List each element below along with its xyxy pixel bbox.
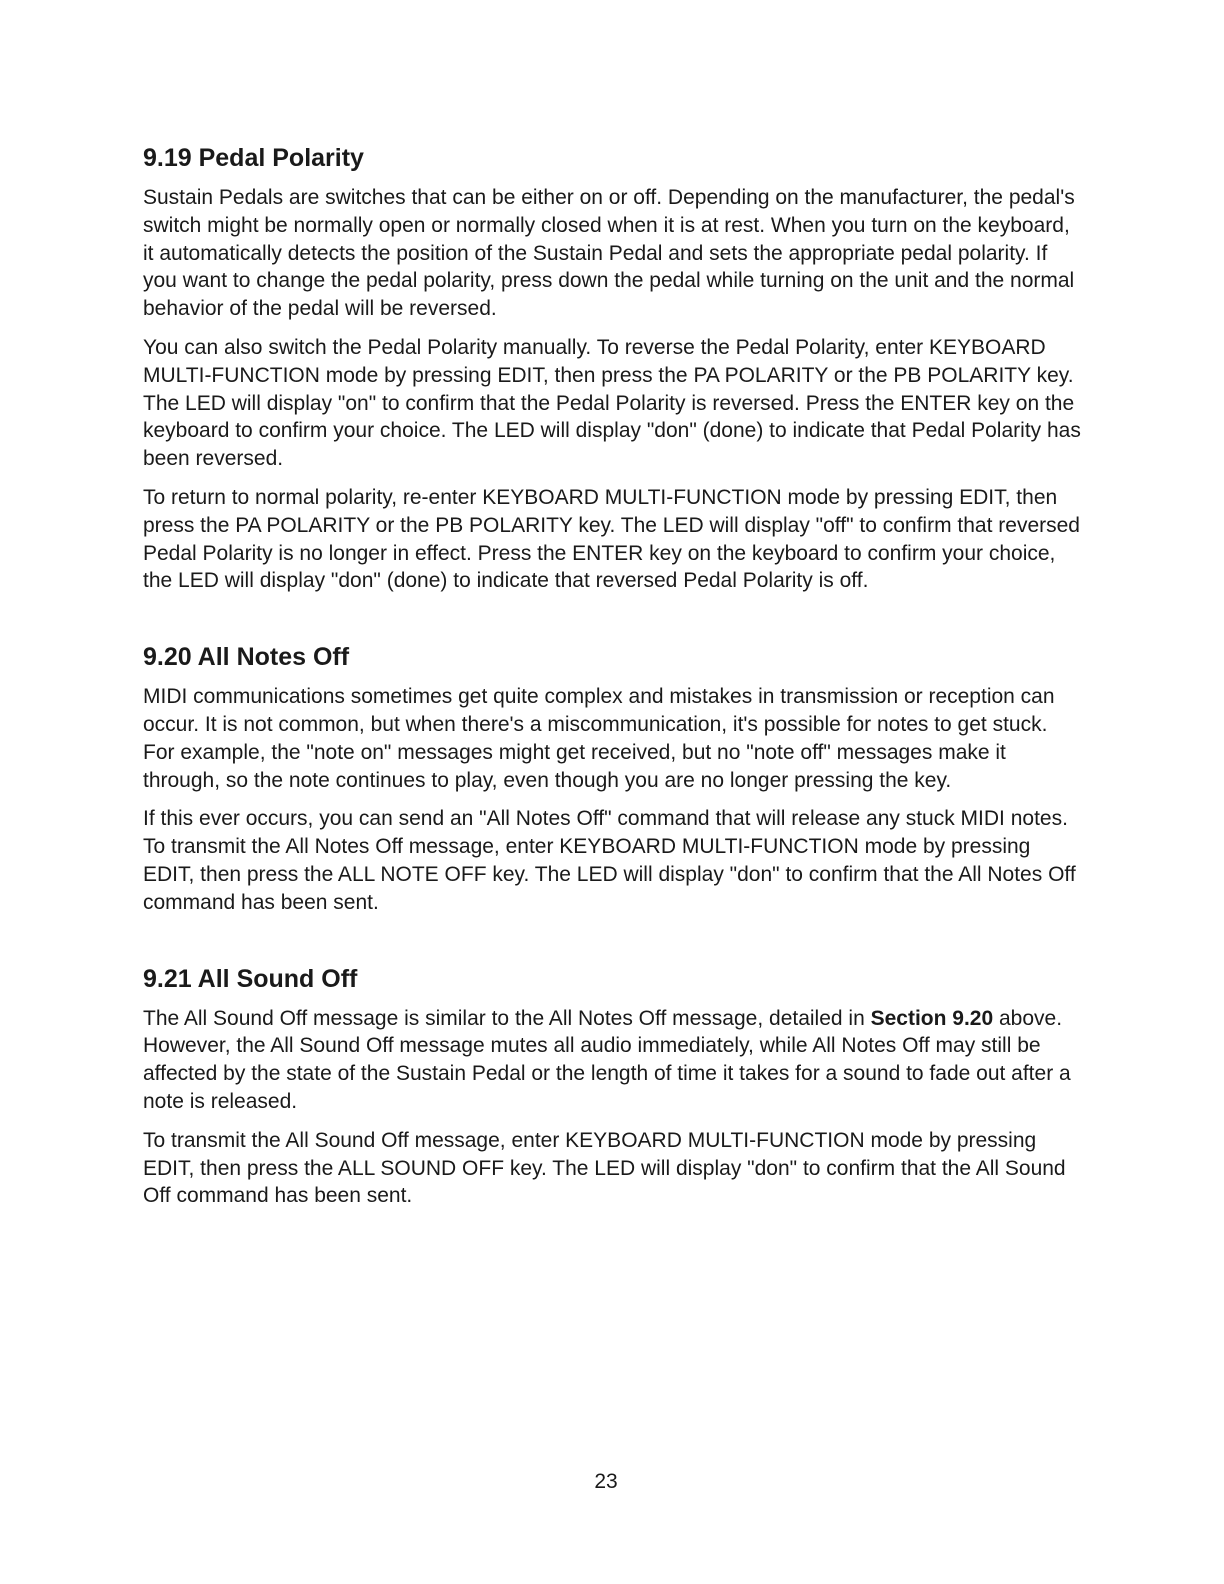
page-content <box>143 140 1083 1221</box>
paragraph: If this ever occurs, you can send an "All Notes Off" command that will release any stuck MIDI notes. To transmit the All Notes Off message, enter KEYBOARD MULTI-FUNCTION mode by pressing EDIT, then press the ALL NOTE OFF key. The LED will display "don" to confirm that the All Notes Off command has been sent. <box>143 807 1076 914</box>
section-heading: 9.21 All Sound Off <box>143 964 358 993</box>
section-all-notes-off <box>143 639 1083 916</box>
paragraph-text: The All Sound Off message is similar to the All Notes Off message, detailed in <box>143 1006 871 1030</box>
paragraph: Sustain Pedals are switches that can be either on or off. Depending on the manufacturer, the pedal's switch might be normally open or normally closed when it is at rest. When you turn on the keyboard, it automatically detects the position of the Sustain Pedal and sets the appropriate pedal polarity. If you want to change the pedal polarity, press down the pedal while turning on the unit and the normal behavior of the pedal will be reversed. <box>143 186 1075 321</box>
section-reference: Section 9.20 <box>870 1006 994 1030</box>
section-all-sound-off <box>143 961 1083 1211</box>
paragraph: MIDI communications sometimes get quite complex and mistakes in transmission or reception can occur. It is not common, but when there's a miscommunication, it's possible for notes to get stuck. For example, the "note on" messages might get received, but no "note off" messages make it through, so the note continues to play, even though you are no longer pressing the key. <box>143 685 1055 792</box>
paragraph: You can also switch the Pedal Polarity manually. To reverse the Pedal Polarity, enter KEYBOARD MULTI-FUNCTION mode by pressing EDIT, then press the PA POLARITY or the PB POLARITY key. The LED will display "on" to confirm that the Pedal Polarity is reversed. Press the ENTER key on the keyboard to confirm your choice. The LED will display "don" (done) to indicate that Pedal Polarity has been reversed. <box>143 335 1081 471</box>
paragraph: To transmit the All Sound Off message, enter KEYBOARD MULTI-FUNCTION mode by pressing EDIT, then press the ALL SOUND OFF key. The LED will display "don" to confirm that the All Sound Off command has been sent. <box>143 1128 1066 1208</box>
page-number: 23 <box>594 1470 618 1493</box>
paragraph <box>143 1005 1083 1116</box>
paragraph: To return to normal polarity, re-enter KEYBOARD MULTI-FUNCTION mode by pressing EDIT, then press the PA POLARITY or the PB POLARITY key. The LED will display "off" to confirm that reversed Pedal Polarity is no longer in effect. Press the ENTER key on the keyboard to confirm your choice, the LED will display "don" (done) to indicate that reversed Pedal Polarity is off. <box>143 485 1080 593</box>
section-pedal-polarity <box>143 140 1083 595</box>
section-heading: 9.19 Pedal Polarity <box>143 144 364 172</box>
section-heading: 9.20 All Notes Off <box>143 643 350 672</box>
paragraph-text: above. However, the All Sound Off message mutes all audio immediately, while All Notes Off may still be affected by the state of the Sustain Pedal or the length of time it takes for a sound to fade out after a note is released. <box>143 1006 1071 1113</box>
